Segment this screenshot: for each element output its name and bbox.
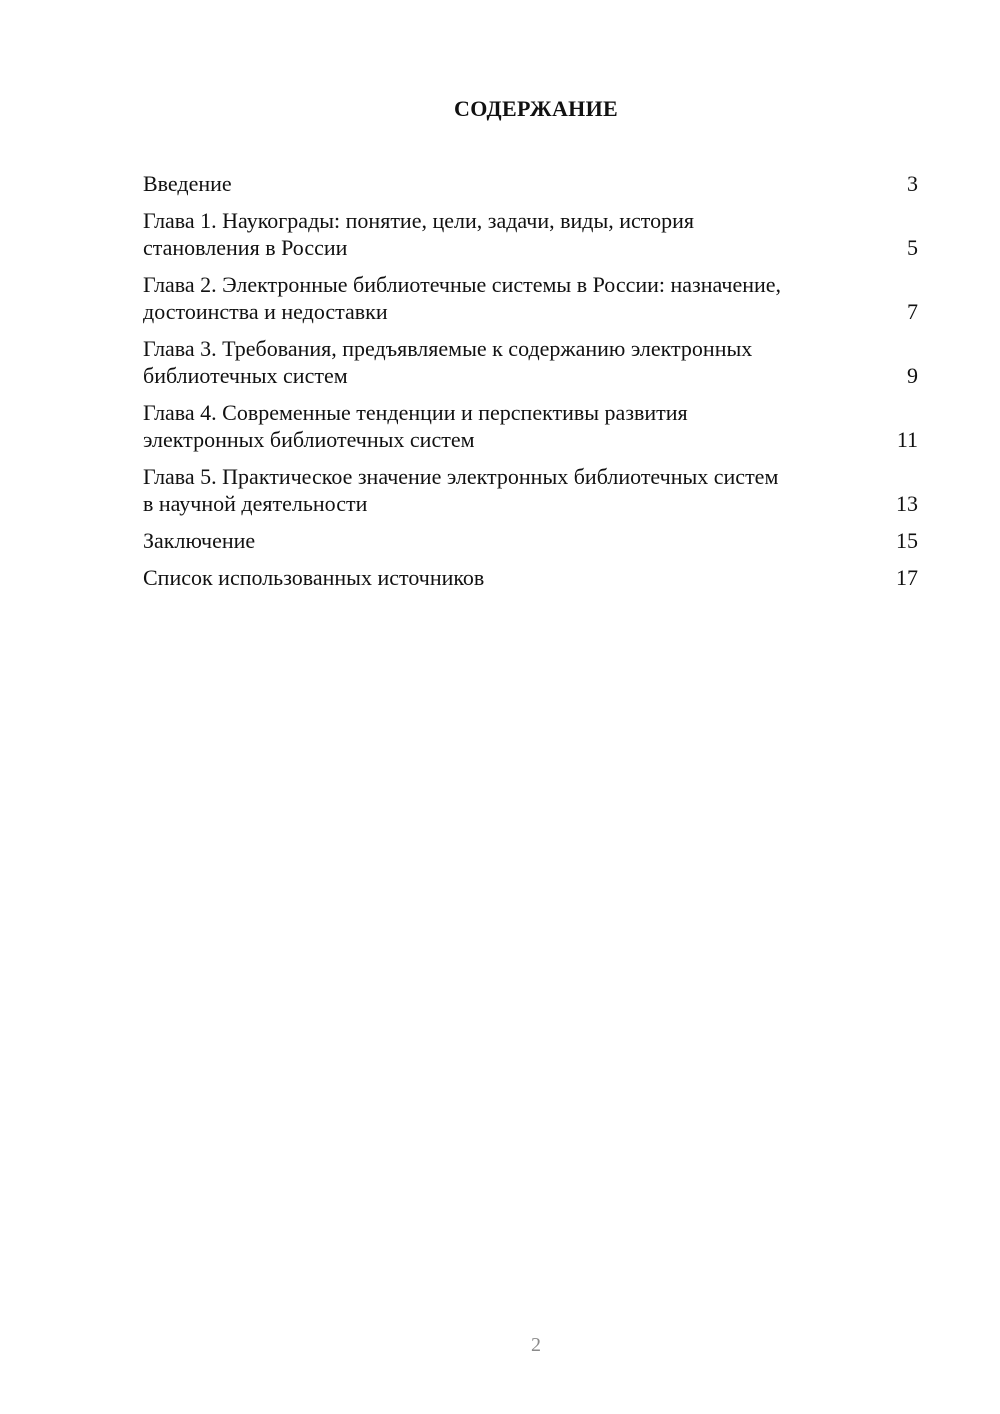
toc-entry-title: Глава 4. Современные тенденции и перспективы развития электронных библиотечных систем [143,400,688,452]
toc-entry[interactable] [143,564,918,591]
toc-entry-page: 3 [907,171,918,196]
page-number: 2 [531,1334,541,1356]
toc-entry-page: 5 [907,235,918,260]
table-of-contents [143,170,918,601]
toc-entry-title: Глава 3. Требования, предъявляемые к содержанию электронных библиотечных систем [143,336,753,388]
toc-entry-title: Глава 2. Электронные библиотечные системы в России: назначение, достоинства и недоставки [143,272,782,324]
toc-entry-title: Введение [143,171,232,196]
toc-entry[interactable] [143,207,918,261]
toc-entry-page: 13 [896,491,918,516]
toc-entry[interactable] [143,170,918,197]
toc-entry-page: 11 [896,427,918,452]
toc-entry[interactable] [143,335,918,389]
toc-entry-page: 15 [896,528,918,553]
toc-entry-page: 7 [907,299,918,324]
toc-entry-title: Заключение [143,528,256,553]
toc-entry-title: Глава 1. Наукограды: понятие, цели, задачи, виды, история становления в России [143,208,695,260]
toc-entry[interactable] [143,271,918,325]
toc-entry-title: Глава 5. Практическое значение электронных библиотечных систем в научной деятельности [143,464,779,516]
toc-entry[interactable] [143,399,918,453]
toc-entry-title: Список использованных источников [143,565,485,590]
toc-entry[interactable] [143,527,918,554]
toc-entry-page: 9 [907,363,918,388]
toc-entry-page: 17 [896,565,918,590]
toc-entry[interactable] [143,463,918,517]
toc-heading: СОДЕРЖАНИЕ [454,96,618,121]
